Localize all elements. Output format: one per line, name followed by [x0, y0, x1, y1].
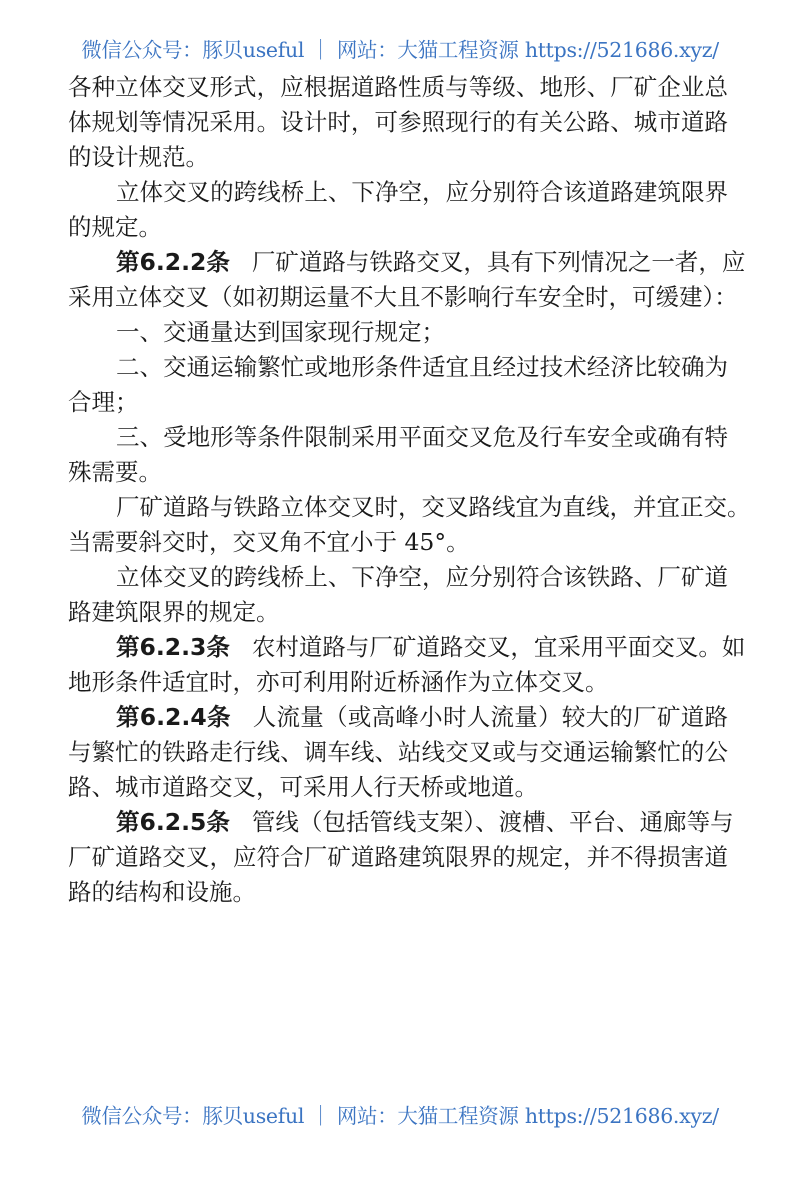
line-text: 人流量（或高峰小时人流量）较大的厂矿道路	[252, 703, 728, 731]
text-line	[68, 700, 728, 735]
article-number: 第6.2.2条	[116, 248, 230, 276]
text-line	[68, 630, 746, 665]
text-line	[68, 840, 728, 875]
line-text: 殊需要。	[68, 458, 162, 486]
text-line	[68, 770, 728, 805]
text-line	[68, 805, 734, 840]
line-text: 的规定。	[68, 213, 162, 241]
article-number: 第6.2.5条	[116, 808, 230, 836]
text-line	[68, 525, 728, 560]
text-line	[68, 665, 728, 700]
text-line	[68, 280, 738, 315]
line-text: 厂矿道路与铁路交叉，具有下列情况之一者，应	[251, 248, 746, 276]
text-line	[68, 210, 728, 245]
text-line	[68, 735, 728, 770]
line-text: 立体交叉的跨线桥上、下净空，应分别符合该道路建筑限界	[116, 178, 728, 206]
line-text: 的设计规范。	[68, 143, 209, 171]
text-line	[68, 70, 728, 105]
article-number: 第6.2.4条	[116, 703, 231, 731]
text-line	[68, 315, 728, 350]
text-line	[68, 420, 728, 455]
line-text: 管线（包括管线支架）、渡槽、平台、通廊等与	[251, 808, 734, 836]
text-line	[68, 875, 728, 910]
text-line	[68, 175, 728, 210]
line-text: 各种立体交叉形式，应根据道路性质与等级、地形、厂矿企业总	[68, 73, 728, 101]
line-text: 体规划等情况采用。设计时，可参照现行的有关公路、城市道路	[68, 108, 728, 136]
text-line	[68, 595, 728, 630]
line-text: 合理；	[68, 388, 139, 416]
line-text: 三、受地形等条件限制采用平面交叉危及行车安全或确有特	[116, 423, 728, 451]
text-line	[68, 105, 728, 140]
line-text: 农村道路与厂矿道路交叉，宜采用平面交叉。如	[251, 633, 746, 661]
line-text: 当需要斜交时，交叉角不宜小于 45°。	[68, 528, 470, 556]
text-line	[68, 385, 728, 420]
line-text: 路的结构和设施。	[68, 878, 256, 906]
line-text: 采用立体交叉（如初期运量不大且不影响行车安全时，可缓建）：	[68, 283, 738, 311]
line-text: 一、交通量达到国家现行规定；	[116, 318, 445, 346]
text-line	[68, 245, 746, 280]
text-line	[68, 350, 728, 385]
line-text: 路、城市道路交叉，可采用人行天桥或地道。	[68, 773, 538, 801]
text-line	[68, 140, 728, 175]
text-line	[68, 560, 728, 595]
article-number: 第6.2.3条	[116, 633, 230, 661]
line-text: 与繁忙的铁路走行线、调车线、站线交叉或与交通运输繁忙的公	[68, 738, 728, 766]
line-text: 路建筑限界的规定。	[68, 598, 280, 626]
watermark-footer: 微信公众号：豚贝useful ｜ 网站：大猫工程资源 https://521686.xyz/	[81, 1104, 719, 1128]
watermark-header: 微信公众号：豚贝useful ｜ 网站：大猫工程资源 https://521686.xyz/	[81, 38, 719, 62]
line-text: 立体交叉的跨线桥上、下净空，应分别符合该铁路、厂矿道	[116, 563, 728, 591]
line-text: 二、交通运输繁忙或地形条件适宜且经过技术经济比较确为	[116, 353, 728, 381]
line-text: 地形条件适宜时，亦可利用附近桥涵作为立体交叉。	[68, 668, 609, 696]
text-line	[68, 455, 728, 490]
text-line	[68, 490, 751, 525]
line-text: 厂矿道路与铁路立体交叉时，交叉路线宜为直线，并宜正交。	[116, 493, 751, 521]
line-text: 厂矿道路交叉，应符合厂矿道路建筑限界的规定，并不得损害道	[68, 843, 728, 871]
document-body	[68, 70, 751, 910]
